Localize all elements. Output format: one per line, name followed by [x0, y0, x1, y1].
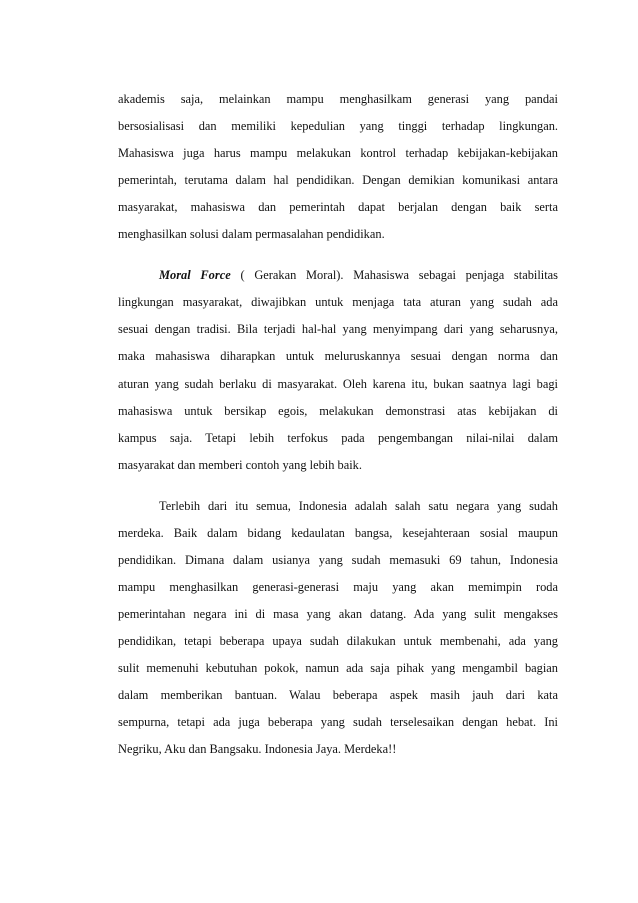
- text-line-first: Terlebih dari itu semua, Indonesia adalah salah satu negara yang sudah: [159, 498, 558, 513]
- paragraph-3: [118, 493, 558, 764]
- text-line: masyarakat dan memberi contoh yang lebih baik.: [118, 457, 362, 472]
- text-line: menghasilkan solusi dalam permasalahan pendidikan.: [118, 227, 385, 242]
- text-line: lingkungan masyarakat, diwajibkan untuk menjaga tata aturan yang sudah ada: [118, 295, 558, 310]
- text-line: Negriku, Aku dan Bangsaku. Indonesia Jaya. Merdeka!!: [118, 742, 397, 757]
- text-line: kampus saja. Tetapi lebih terfokus pada pengembangan nilai-nilai dalam: [118, 430, 558, 445]
- text-line: akademis saja, melainkan mampu menghasilkam generasi yang pandai: [118, 92, 558, 106]
- text-line: masyarakat, mahasiswa dan pemerintah dapat berjalan dengan baik serta: [118, 200, 558, 215]
- text-line: bersosialisasi dan memiliki kepedulian yang tinggi terhadap lingkungan.: [118, 119, 558, 134]
- text-line: sulit memenuhi kebutuhan pokok, namun ada saja pihak yang mengambil bagian: [118, 661, 558, 676]
- emphasis-term: Moral Force: [159, 268, 231, 283]
- text-line: sempurna, tetapi ada juga beberapa yang sudah terselesaikan dengan hebat. Ini: [118, 715, 558, 730]
- text-line: pendidikan. Dimana dalam usianya yang sudah memasuki 69 tahun, Indonesia: [118, 552, 558, 567]
- text-line: maka mahasiswa diharapkan untuk meluruskannya sesuai dengan norma dan: [118, 349, 558, 364]
- text-line: Mahasiswa juga harus mampu melakukan kontrol terhadap kebijakan-kebijakan: [118, 146, 558, 161]
- document-page: [118, 86, 558, 763]
- text-line: sesuai dengan tradisi. Bila terjadi hal-hal yang menyimpang dari yang seharusnya,: [118, 322, 558, 337]
- text-line: mahasiswa untuk bersikap egois, melakukan demonstrasi atas kebijakan di: [118, 403, 558, 418]
- text-line: dalam memberikan bantuan. Walau beberapa aspek masih jauh dari kata: [118, 688, 558, 703]
- paragraph-gap: [118, 479, 558, 493]
- paragraph-2: [118, 262, 558, 479]
- text-line-rest: ( Gerakan Moral). Mahasiswa sebagai penjaga stabilitas: [230, 268, 558, 283]
- text-line-first: [118, 262, 558, 289]
- text-line: pendidikan, tetapi beberapa upaya sudah dilakukan untuk membenahi, ada yang: [118, 633, 558, 648]
- text-line: aturan yang sudah berlaku di masyarakat. Oleh karena itu, bukan saatnya lagi bagi: [118, 376, 558, 391]
- paragraph-gap: [118, 249, 558, 263]
- paragraph-1: [118, 86, 558, 249]
- text-line: pemerintahan negara ini di masa yang akan datang. Ada yang sulit mengakses: [118, 606, 558, 621]
- text-line: merdeka. Baik dalam bidang kedaulatan bangsa, kesejahteraan sosial maupun: [118, 525, 558, 540]
- text-line: mampu menghasilkan generasi-generasi maju yang akan memimpin roda: [118, 579, 558, 594]
- text-line: pemerintah, terutama dalam hal pendidikan. Dengan demikian komunikasi antara: [118, 173, 558, 188]
